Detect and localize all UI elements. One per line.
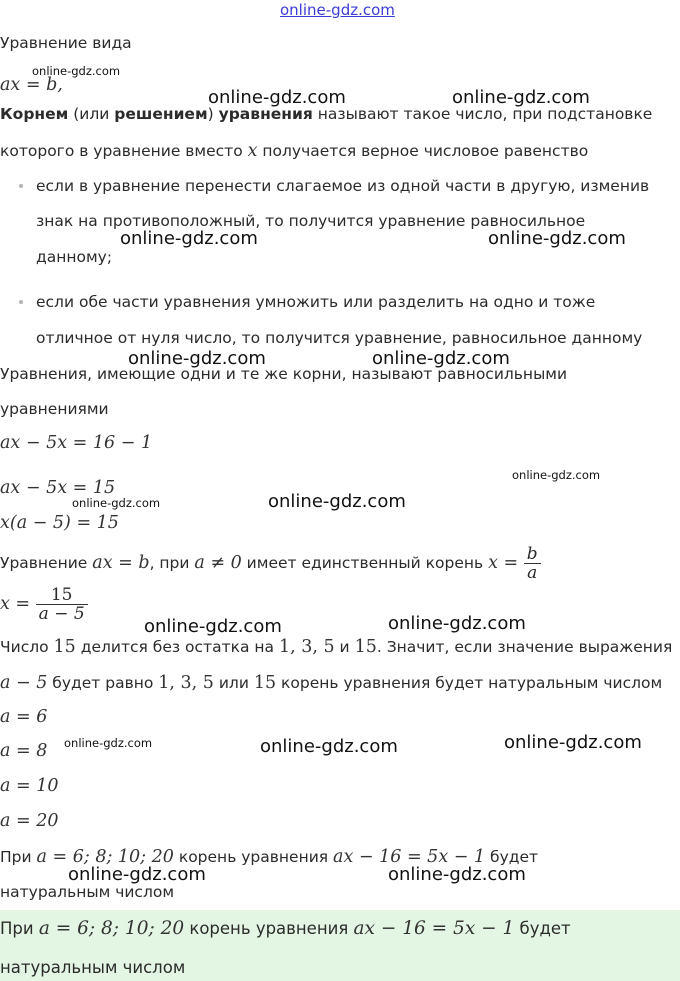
site-link[interactable]: online-gdz.com: [280, 1, 395, 19]
equivalent-line-1: Уравнения, имеющие одни и те же корни, называют равносильными: [0, 365, 568, 383]
bullet-dot-icon: [19, 300, 23, 304]
definition-line-2: [0, 141, 588, 161]
unique-root-pre: Уравнение: [0, 554, 93, 572]
watermark: online-gdz.com: [144, 616, 282, 637]
watermark: online-gdz.com: [208, 87, 346, 108]
div-l2-or: или: [213, 674, 254, 692]
def-var-x: x: [247, 141, 258, 161]
watermark: online-gdz.com: [120, 228, 258, 249]
div-l2-end: корень уравнения будет натуральным числом: [276, 674, 663, 692]
concl-eq: ax − 16 = 5x − 1: [333, 847, 486, 867]
bullet-1-line-3: данному;: [36, 248, 113, 266]
div-l2-mid: будет равно: [47, 674, 159, 692]
frac-numerator: 15: [36, 586, 88, 605]
answer-pre: При: [0, 919, 39, 938]
bullet-2-line-2: отличное от нуля число, то получится уравнение, равносильное данному: [36, 329, 643, 347]
div-expr: a − 5: [0, 673, 48, 693]
div-end: . Значит, если значение выражения: [376, 638, 673, 656]
bullet-1-line-2: знак на противоположный, то получится уравнение равносильное: [36, 212, 586, 230]
unique-root-line: [0, 541, 541, 585]
unique-root-fraction: [524, 545, 541, 582]
value-a-6: a = 6: [0, 707, 48, 727]
unique-root-lhs: x =: [488, 553, 524, 573]
div-l2-n15: 15: [253, 673, 277, 693]
div-l2-vals: 1, 3, 5: [158, 673, 214, 693]
concl-mid: корень уравнения: [173, 848, 334, 866]
watermark: online-gdz.com: [32, 64, 121, 78]
answer-mid: корень уравнения: [184, 919, 354, 938]
solution-fraction: [36, 586, 88, 623]
watermark: online-gdz.com: [68, 864, 206, 885]
divisibility-line-2: [0, 673, 662, 693]
concl-post: будет: [485, 848, 539, 866]
step-1: ax − 5x = 16 − 1: [0, 433, 153, 453]
div-n15: 15: [53, 637, 76, 657]
solution-lhs: x =: [0, 594, 36, 614]
def-line2-a: которого в уравнение вместо: [0, 142, 248, 160]
answer-vals: a = 6; 8; 10; 20: [38, 918, 185, 939]
intro-text: Уравнение вида: [0, 34, 132, 52]
answer-line-1: [0, 918, 571, 939]
answer-line-2: натуральным числом: [0, 958, 186, 977]
def-bold-solution: решением: [114, 105, 208, 123]
conclusion-line-2: натуральным числом: [0, 883, 175, 901]
watermark: online-gdz.com: [512, 468, 601, 482]
def-bold-equation: уравнения: [218, 105, 313, 123]
watermark: online-gdz.com: [72, 496, 161, 510]
solution-line: [0, 582, 88, 626]
bullet-1-line-1: если в уравнение перенести слагаемое из одной части в другую, изменив: [36, 177, 650, 195]
bullet-dot-icon: [19, 184, 23, 188]
def-line2-b: получается верное числовое равенство: [257, 142, 589, 160]
watermark: online-gdz.com: [452, 87, 590, 108]
unique-root-mid: , при: [149, 554, 195, 572]
div-and: и: [334, 638, 355, 656]
value-a-10: a = 10: [0, 776, 59, 796]
general-equation: ax = b,: [0, 75, 63, 95]
frac-denominator: a − 5: [38, 604, 85, 624]
value-a-20: a = 20: [0, 811, 59, 831]
watermark: online-gdz.com: [64, 736, 153, 750]
value-a-8: a = 8: [0, 741, 48, 761]
step-2: ax − 5x = 15: [0, 478, 116, 498]
def-rest: называют такое число, при подстановке: [312, 105, 653, 123]
def-mid-1: (или: [68, 105, 115, 123]
watermark: online-gdz.com: [372, 348, 510, 369]
watermark: online-gdz.com: [260, 736, 398, 757]
watermark: online-gdz.com: [268, 491, 406, 512]
bullet-2-line-1: если обе части уравнения умножить или разделить на одно и тоже: [36, 293, 596, 311]
concl-vals: a = 6; 8; 10; 20: [36, 847, 174, 867]
def-bold-root: Корнем: [0, 105, 69, 123]
watermark: online-gdz.com: [388, 864, 526, 885]
div-mid: делится без остатка на: [75, 638, 279, 656]
watermark: online-gdz.com: [504, 732, 642, 753]
div-n15-2: 15: [354, 637, 377, 657]
concl-pre: При: [0, 848, 37, 866]
div-pre: Число: [0, 638, 54, 656]
unique-root-cond: a ≠ 0: [194, 553, 242, 573]
unique-root-eq: ax = b: [92, 553, 150, 573]
answer-post: будет: [514, 919, 571, 938]
divisibility-line-1: [0, 637, 672, 657]
watermark: online-gdz.com: [488, 228, 626, 249]
watermark: online-gdz.com: [128, 348, 266, 369]
div-divisors: 1, 3, 5: [278, 637, 335, 657]
watermark: online-gdz.com: [388, 613, 526, 634]
frac-denominator: a: [527, 563, 538, 583]
answer-eq: ax − 16 = 5x − 1: [353, 918, 515, 939]
step-3: x(a − 5) = 15: [0, 513, 119, 533]
frac-numerator: b: [524, 545, 541, 564]
equivalent-line-2: уравнениями: [0, 400, 109, 418]
unique-root-post: имеет единственный корень: [241, 554, 489, 572]
def-mid-2: ): [207, 105, 219, 123]
